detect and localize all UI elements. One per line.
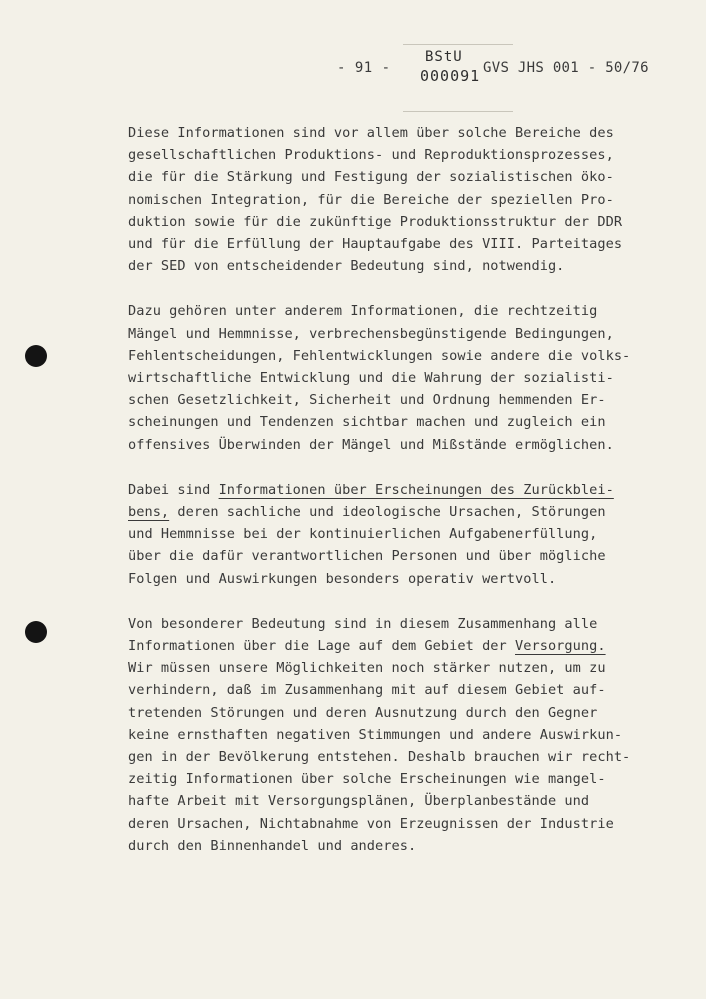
text-segment: der SED von entscheidender Bedeutung sind, notwendig. — [128, 258, 565, 275]
text-line — [128, 166, 688, 188]
text-line — [128, 835, 688, 857]
text-line — [128, 545, 688, 567]
text-segment: nomischen Integration, für die Bereiche der speziellen Pro- — [128, 191, 614, 208]
paragraph — [128, 122, 688, 277]
text-line — [128, 813, 688, 835]
text-segment: hafte Arbeit mit Versorgungsplänen, Überplanbestände und — [128, 793, 590, 810]
text-segment: gesellschaftlichen Produktions- und Reproduktionsprozesses, — [128, 147, 614, 164]
text-line — [128, 501, 688, 523]
text-segment: duktion sowie für die zukünftige Produktionsstruktur der DDR — [128, 213, 623, 230]
text-line — [128, 679, 688, 701]
document-reference: GVS JHS 001 - 50/76 — [483, 60, 649, 76]
text-segment: über die dafür verantwortlichen Personen und über mögliche — [128, 548, 606, 565]
text-segment: Folgen und Auswirkungen besonders operativ wertvoll. — [128, 570, 557, 587]
text-segment: keine ernsthaften negativen Stimmungen und andere Auswirkun- — [128, 726, 623, 743]
text-segment: schen Gesetzlichkeit, Sicherheit und Ordnung hemmenden Er- — [128, 392, 606, 409]
text-line — [128, 389, 688, 411]
text-segment: offensives Überwinden der Mängel und Mißstände ermöglichen. — [128, 436, 614, 453]
text-segment: Mängel und Hemmnisse, verbrechensbegünstigende Bedingungen, — [128, 325, 614, 342]
text-line — [128, 211, 688, 233]
text-line — [128, 523, 688, 545]
underlined-text: bens, — [128, 504, 170, 521]
text-line — [128, 323, 688, 345]
stamp-archive-label: BStU — [425, 49, 463, 65]
text-line — [128, 367, 688, 389]
text-segment: Fehlentscheidungen, Fehlentwicklungen sowie andere die volks- — [128, 347, 631, 364]
punch-hole — [25, 345, 47, 367]
text-line — [128, 568, 688, 590]
text-segment: Diese Informationen sind vor allem über solche Bereiche des — [128, 125, 614, 141]
text-segment: wirtschaftliche Entwicklung und die Wahrung der sozialisti- — [128, 370, 614, 387]
text-segment: gen in der Bevölkerung entstehen. Deshalb brauchen wir recht- — [128, 749, 631, 766]
text-line — [128, 702, 688, 724]
text-line — [128, 790, 688, 812]
paragraph — [128, 479, 688, 590]
text-segment: deren sachliche und ideologische Ursachen, Störungen — [169, 504, 606, 521]
text-segment: Von besonderer Bedeutung sind in diesem Zusammenhang alle — [128, 615, 598, 632]
text-line — [128, 255, 688, 277]
text-line — [128, 657, 688, 679]
text-line — [128, 479, 688, 501]
text-segment: verhindern, daß im Zusammenhang mit auf diesem Gebiet auf- — [128, 682, 606, 699]
text-segment: Dabei sind — [128, 481, 219, 498]
text-segment: tretenden Störungen und deren Ausnutzung durch den Gegner — [128, 704, 598, 721]
underlined-text: Informationen über Erscheinungen des Zurückblei- — [218, 481, 614, 498]
text-line — [128, 768, 688, 790]
text-line — [128, 635, 688, 657]
text-segment: und Hemmnisse bei der kontinuierlichen Aufgabenerfüllung, — [128, 526, 598, 543]
text-line — [128, 434, 688, 456]
text-line — [128, 724, 688, 746]
document-body — [128, 122, 688, 880]
text-line — [128, 411, 688, 433]
text-segment: deren Ursachen, Nichtabnahme von Erzeugnissen der Industrie — [128, 815, 614, 832]
text-line — [128, 122, 688, 144]
text-line — [128, 189, 688, 211]
page-header — [0, 49, 706, 118]
paragraph — [128, 300, 688, 455]
text-segment: durch den Binnenhandel und anderes. — [128, 837, 417, 854]
text-segment: Wir müssen unsere Möglichkeiten noch stärker nutzen, um zu — [128, 660, 606, 677]
paragraph — [128, 613, 688, 857]
page-number: - 91 - — [337, 60, 391, 76]
text-segment: Dazu gehören unter anderem Informationen, die rechtzeitig — [128, 303, 598, 320]
underlined-text: Versorgung. — [515, 638, 606, 655]
text-line — [128, 233, 688, 255]
archive-stamp — [403, 44, 513, 112]
text-line — [128, 144, 688, 166]
text-segment: die für die Stärkung und Festigung der sozialistischen öko- — [128, 169, 614, 186]
text-line — [128, 300, 688, 322]
text-segment: scheinungen und Tendenzen sichtbar machen und zugleich ein — [128, 414, 606, 431]
text-segment: und für die Erfüllung der Hauptaufgabe des VIII. Parteitages — [128, 236, 623, 253]
stamp-number: 000091 — [420, 67, 481, 85]
text-line — [128, 746, 688, 768]
text-segment: zeitig Informationen über solche Erscheinungen wie mangel- — [128, 771, 606, 788]
punch-hole — [25, 621, 47, 643]
text-line — [128, 345, 688, 367]
text-segment: Informationen über die Lage auf dem Gebiet der — [128, 638, 516, 655]
text-line — [128, 613, 688, 635]
